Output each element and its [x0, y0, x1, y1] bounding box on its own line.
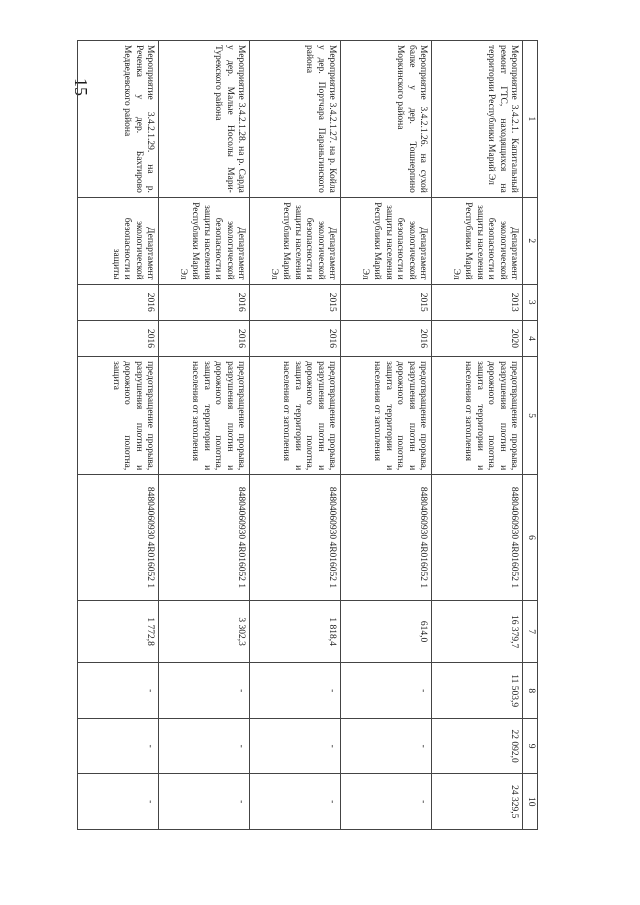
table-row [341, 41, 432, 830]
funding-year-3: - [341, 774, 432, 830]
measure-name: Мероприятие 3.4.2.1.26. на сухой балке у дер. Тошнерпино Моркинского района [341, 41, 432, 198]
expected-result: предотвращение прорыва, разрушения плотин и дорожного полотна, защита территории и населения от затопления [341, 357, 432, 475]
header-cell: 6 [523, 475, 538, 600]
funding-year-3: - [78, 774, 159, 830]
header-cell: 2 [523, 197, 538, 284]
executor: Департамент экологической безопасности и защиты населения Республики Марий Эл [432, 197, 523, 284]
executor: Департамент экологической безопасности и защиты [78, 197, 159, 284]
start-year: 2015 [250, 284, 341, 320]
header-cell: 1 [523, 41, 538, 198]
funding-year-1: - [78, 663, 159, 718]
funding-year-2: - [78, 718, 159, 773]
funding-year-2: - [341, 718, 432, 773]
funding-total: 1 818,4 [250, 600, 341, 663]
end-year: 2016 [78, 320, 159, 356]
end-year: 2016 [159, 320, 250, 356]
end-year: 2016 [341, 320, 432, 356]
funding-year-1: - [250, 663, 341, 718]
budget-code: 84804060930 4R016052 1 [341, 475, 432, 600]
funding-year-2: - [159, 718, 250, 773]
page-number: 15 [71, 78, 91, 96]
budget-code: 84804060930 4R016052 1 [250, 475, 341, 600]
header-cell: 10 [523, 774, 538, 830]
measure-name: Мероприятие 3.4.2.1.27. на р. Койла у дер. Портчара Параньгинского района [250, 41, 341, 198]
header-cell: 5 [523, 357, 538, 475]
budget-code: 84804060930 4R016052 1 [432, 475, 523, 600]
end-year: 2016 [250, 320, 341, 356]
start-year: 2016 [78, 284, 159, 320]
table-row [78, 41, 159, 830]
end-year: 2020 [432, 320, 523, 356]
executor: Департамент экологической безопасности и защиты населения Республики Марий Эл [250, 197, 341, 284]
executor: Департамент экологической безопасности и защиты населения Республики Марий Эл [341, 197, 432, 284]
budget-code: 84804060930 4R016052 1 [159, 475, 250, 600]
expected-result: предотвращение прорыва, разрушения плотин и дорожного полотна, защита территории и населения от затопления [159, 357, 250, 475]
funding-year-1: - [159, 663, 250, 718]
funding-year-3: - [159, 774, 250, 830]
funding-total: 16 379,7 [432, 600, 523, 663]
funding-total: 1 772,8 [78, 600, 159, 663]
expected-result: предотвращение прорыва, разрушения плотин и дорожного полотна, защита территории и населения от затопления [250, 357, 341, 475]
funding-year-2: 22 092,0 [432, 718, 523, 773]
start-year: 2015 [341, 284, 432, 320]
expected-result: предотвращение прорыва, разрушения плотин и дорожного полотна, защита территории и населения от затопления [432, 357, 523, 475]
budget-code: 84804060930 4R016052 1 [78, 475, 159, 600]
header-cell: 9 [523, 718, 538, 773]
expected-result: предотвращение прорыва, разрушения плотин и дорожного полотна, защита [78, 357, 159, 475]
header-cell: 4 [523, 320, 538, 356]
funding-year-3: 24 329,5 [432, 774, 523, 830]
start-year: 2013 [432, 284, 523, 320]
start-year: 2016 [159, 284, 250, 320]
table-row [250, 41, 341, 830]
program-table [77, 40, 538, 830]
header-cell: 7 [523, 600, 538, 663]
executor: Департамент экологической безопасности и защиты населения Республики Марий Эл [159, 197, 250, 284]
measure-name: Мероприятие 3.4.2.1. Капитальный ремонт ГТС, находящихся на территории Республики Марий Эл [432, 41, 523, 198]
funding-year-2: - [250, 718, 341, 773]
funding-year-1: - [341, 663, 432, 718]
funding-total: 614,0 [341, 600, 432, 663]
header-cell: 8 [523, 663, 538, 718]
funding-total: 3 302,3 [159, 600, 250, 663]
measure-name: Мероприятие 3.4.2.1.28. на р. Сарда у дер. Малые Носолы Мари-Турекского района [159, 41, 250, 198]
header-cell: 3 [523, 284, 538, 320]
funding-year-3: - [250, 774, 341, 830]
table-header-row [523, 41, 538, 830]
funding-year-1: 11 503,9 [432, 663, 523, 718]
table-row [432, 41, 523, 830]
measure-name: Мероприятие 3.4.2.1.29. на р. Реченка у дер. Бахтирово Медведевского района [78, 41, 159, 198]
table-row [159, 41, 250, 830]
